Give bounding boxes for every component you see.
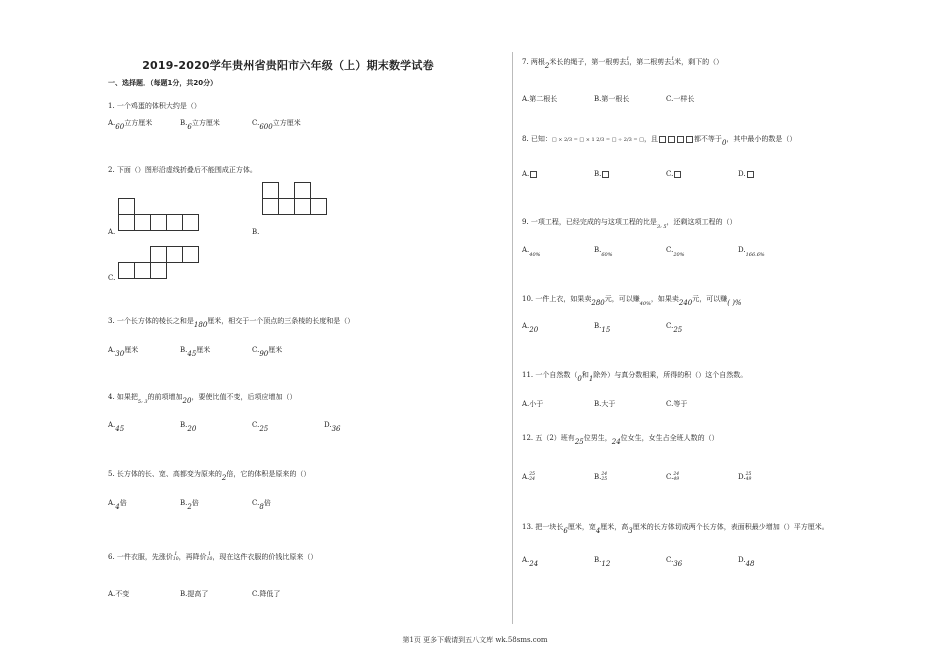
q8-option-a[interactable]: A. bbox=[522, 170, 538, 178]
question-13: 13. 把一块长6厘米，宽4厘米，高3厘米的长方体切成两个长方体，表面积最少增加（）平方厘米。 bbox=[522, 523, 829, 535]
q8-option-d[interactable]: D. bbox=[738, 170, 755, 178]
placeholder-box-icon bbox=[677, 136, 684, 143]
q1-option-a[interactable]: A.60立方厘米 bbox=[108, 119, 153, 131]
q9-option-c[interactable]: $C._{20\%}$ bbox=[666, 246, 685, 258]
q5-option-b[interactable]: B.2倍 bbox=[180, 499, 199, 511]
section-heading: 一、选择题．（每题1分，共20分） bbox=[108, 79, 218, 87]
placeholder-box-icon bbox=[674, 171, 681, 178]
q3-option-b[interactable]: B.45厘米 bbox=[180, 346, 211, 358]
fraction-1-10: 1 10 bbox=[172, 552, 179, 562]
page-footer: 第1页 更多下载请到五八文库 wk.58sms.com bbox=[402, 636, 548, 644]
placeholder-box-icon bbox=[530, 171, 537, 178]
q10-option-c[interactable]: C.25 bbox=[666, 322, 683, 334]
q4-option-b[interactable]: B.20 bbox=[180, 421, 197, 433]
question-8: 8. 已知：□ × 2/3 = □ × 1 2/3 = □ ÷ 2/3 = □，且 都不等于0，其中最小的数是（） bbox=[522, 135, 797, 147]
q12-option-c[interactable]: C.24 49 bbox=[666, 472, 680, 482]
q8-option-c[interactable]: C. bbox=[666, 170, 682, 178]
q13-option-c[interactable]: C.36 bbox=[666, 556, 683, 568]
q6-option-c[interactable]: C.降低了 bbox=[252, 590, 281, 598]
q11-option-a[interactable]: A.小于 bbox=[522, 400, 544, 408]
q11-option-c[interactable]: C.等于 bbox=[666, 400, 688, 408]
question-1: 1. 一个鸡蛋的体积大约是（） bbox=[108, 102, 201, 110]
q8-expression: □ × 2/3 = □ × 1 2/3 = □ ÷ 2/3 = □ bbox=[551, 137, 644, 143]
q13-option-b[interactable]: B.12 bbox=[594, 556, 611, 568]
q7-option-b[interactable]: B.第一根长 bbox=[594, 95, 630, 103]
placeholder-box-icon bbox=[686, 136, 693, 143]
q9-option-a[interactable]: $A._{40\%}$ bbox=[522, 246, 541, 258]
column-divider bbox=[512, 52, 513, 624]
question-12: 12. 五（2）班有25位男生，24位女生，女生占全班人数的（） bbox=[522, 434, 719, 446]
q8-option-b[interactable]: B. bbox=[594, 170, 610, 178]
q7-option-c[interactable]: C.一样长 bbox=[666, 95, 695, 103]
q6-option-b[interactable]: B.提高了 bbox=[180, 590, 209, 598]
placeholder-box-icon bbox=[602, 171, 609, 178]
q13-option-a[interactable]: A.24 bbox=[522, 556, 539, 568]
q1-option-b[interactable]: B.6立方厘米 bbox=[180, 119, 220, 131]
q11-option-b[interactable]: B.大于 bbox=[594, 400, 616, 408]
question-5: 5. 长方体的长、宽、高都变为原来的2倍，它的体积是原来的（） bbox=[108, 470, 311, 482]
q6-option-a[interactable]: A.不变 bbox=[108, 590, 130, 598]
placeholder-box-icon bbox=[668, 136, 675, 143]
question-4: 4. 如果把$_{5: 3}$的前项增加20，要使比值不变，后项应增加（） bbox=[108, 393, 297, 405]
question-11: 11. 一个自然数（0和1除外）与真分数相乘，所得的积（）这个自然数。 bbox=[522, 371, 748, 383]
q4-option-d[interactable]: D.36 bbox=[324, 421, 341, 433]
placeholder-box-icon bbox=[747, 171, 754, 178]
question-10: 10. 一件上衣，如果卖280元，可以赚$_{40\%}$，如果卖240元，可以赚( )% bbox=[522, 295, 742, 307]
q1-option-c[interactable]: C.600立方厘米 bbox=[252, 119, 301, 131]
fraction-1-10: 1 10 bbox=[206, 552, 213, 562]
q12-option-a[interactable]: A.25 24 bbox=[522, 472, 536, 482]
question-3: 3. 一个长方体的棱长之和是180厘米，相交于一个顶点的三条棱的长度和是（） bbox=[108, 317, 355, 329]
q9-option-b[interactable]: $B._{60\%}$ bbox=[594, 246, 613, 258]
q5-option-a[interactable]: A.4倍 bbox=[108, 499, 127, 511]
q4-option-c[interactable]: C.25 bbox=[252, 421, 269, 433]
q13-option-d[interactable]: D.48 bbox=[738, 556, 755, 568]
q10-option-b[interactable]: B.15 bbox=[594, 322, 611, 334]
page-title: 2019-2020学年贵州省贵阳市六年级（上）期末数学试卷 bbox=[142, 59, 434, 72]
q9-option-d[interactable]: $D._{166.6\%}$ bbox=[738, 246, 765, 258]
q3-option-a[interactable]: A.30厘米 bbox=[108, 346, 139, 358]
question-7: 7. 两根2米长的绳子，第一根剪去1 3，第二根剪去1 3米，剩下的（） bbox=[522, 57, 724, 70]
question-2: 2. 下面（）图形沿虚线折叠后不能围成正方体。 bbox=[108, 166, 257, 174]
q12-option-b[interactable]: B.24 25 bbox=[594, 472, 608, 482]
question-6: 6. 一件衣服，先涨价1 10，再降价1 10，现在这件衣服的价钱比原来（） bbox=[108, 552, 318, 562]
q10-option-a[interactable]: A.20 bbox=[522, 322, 539, 334]
q5-option-c[interactable]: C.8倍 bbox=[252, 499, 271, 511]
question-9: 9. 一项工程，已经完成的与这项工程的比是$_{3: 5}$，还剩这项工程的（） bbox=[522, 218, 737, 230]
q3-option-c[interactable]: C.90厘米 bbox=[252, 346, 283, 358]
q12-option-d[interactable]: D.25 49 bbox=[738, 472, 752, 482]
placeholder-box-icon bbox=[659, 136, 666, 143]
q4-option-a[interactable]: A.45 bbox=[108, 421, 125, 433]
q7-option-a[interactable]: A.第二根长 bbox=[522, 95, 558, 103]
exam-page: 2019-2020学年贵州省贵阳市六年级（上）期末数学试卷 一、选择题．（每题1分，共20分） 1. 一个鸡蛋的体积大约是（） A.60立方厘米 B.6立方厘米 C.600立方厘米 2. 下面（）图形沿虚线折叠后不能围成正方体。 A. B. C. 3. 一个长方体的棱长之和是180厘米，相交于一个顶点的三条棱的长度和是（） A.30厘米 B.45厘米 C.90厘米 4. 如果把$_{5: 3}$的前项增加20，要使比值不变，后项应增加（） A.45 B.20 C.25 D.36 5. 长方体的长、宽、高都变为原来的2倍，它的体积是原来的（） A.4倍 B.2倍 C.8倍 6. 一件衣服，先涨价1 10，再降价1 10，现在这件衣服的价钱比原来（） A.不变 B.提高了 C.降低了 7. 两根2米长的绳子，第一根剪去1 3，第二根剪去1 3米，剩下的（） A.第二根长 B.第一根长 C.一样长 8. 已知：□ × 2/3 = □ × 1 2/3 = □ ÷ 2/3 = □，且 都不等于0，其中最小的数是（） A. B. C. D. 9. 一项工程，已经完成的与这项工程的比是$_{3: 5}$，还剩这项工程的（） $A._{40\%}$ $B._{60\%}$ $C._{20\%}$ $D._{166.6\%}$ 10. 一件上衣，如果卖280元，可以赚$_{40\%}$，如果卖240元，可以赚( )% A.20 B.15 C.25 11. 一个自然数（0和1除外）与真分数相乘，所得的积（）这个自然数。 A.小于 B.大于 C.等于 12. 五（2）班有25位男生，24位女生，女生占全班人数的（） A.25 24 B.24 25 C.24 49 D.25 49 13. 把一块长6厘米，宽4厘米，高3厘米的长方体切成两个长方体，表面积最少增加（）平方厘米。 A.24 B.12 C.36 D.48 第1页 更多下载请到五八文库 wk.58sms.com bbox=[0, 0, 950, 672]
